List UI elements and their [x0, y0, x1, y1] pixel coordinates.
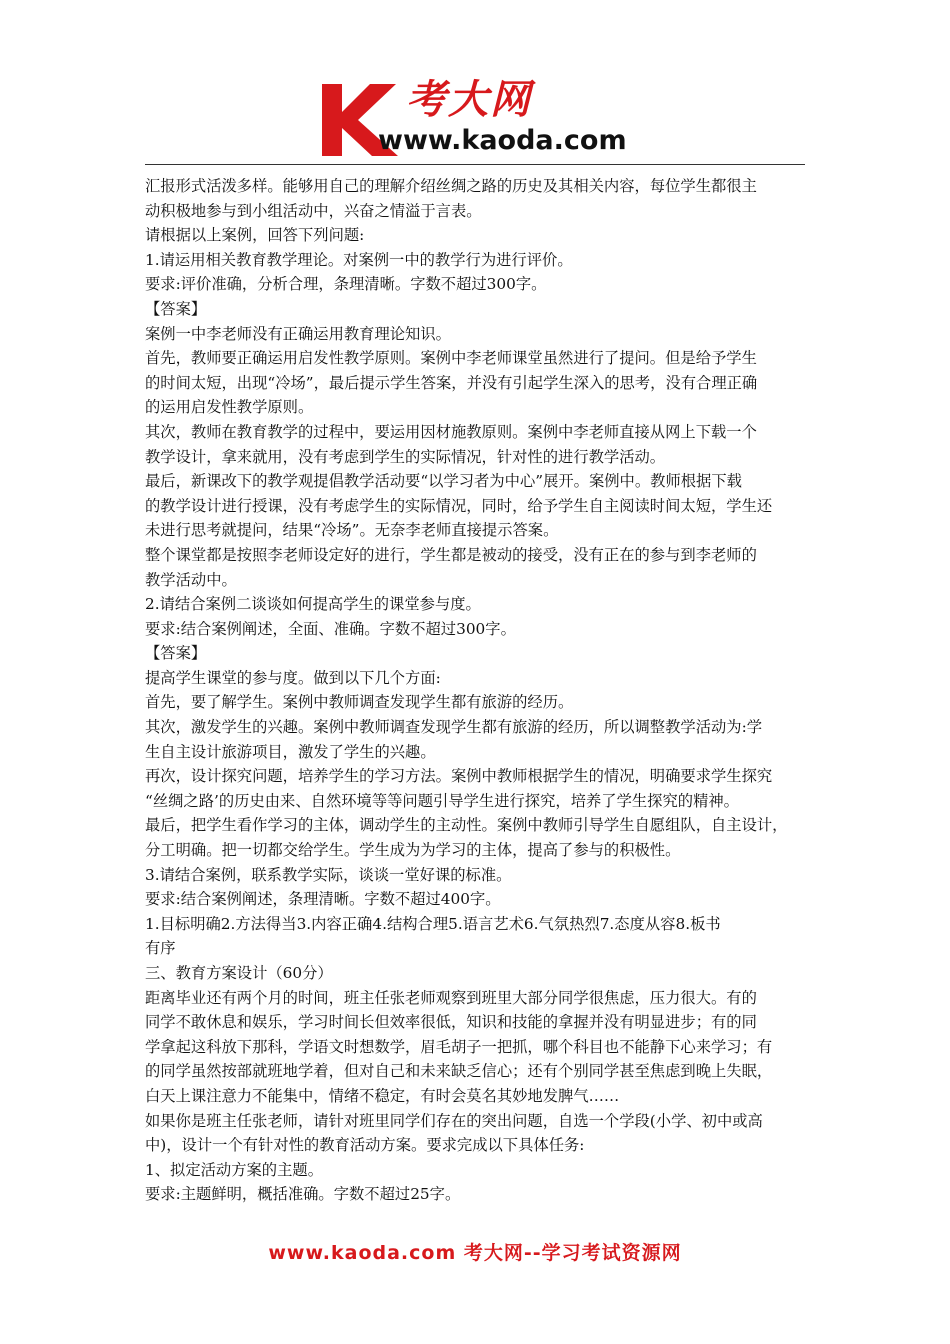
logo-url: www.kaoda.com — [378, 125, 627, 156]
text-line: 其次，激发学生的兴趣。案例中教师调查发现学生都有旅游的经历，所以调整教学活动为:学 — [145, 718, 763, 737]
text-line: 生自主设计旅游项目，激发了学生的兴趣。 — [145, 742, 436, 761]
text-line: 的时间太短，出现“冷场”，最后提示学生答案，并没有引起学生深入的思考，没有合理正确 — [145, 373, 758, 392]
text-line: 要求:结合案例阐述，条理清晰。字数不超过400字。 — [145, 890, 501, 909]
text-line: 案例一中李老师没有正确运用教育理论知识。 — [145, 324, 451, 343]
text-line: 三、教育方案设计（60分） — [145, 964, 333, 982]
text-line: 中)，设计一个有针对性的教育活动方案。要求完成以下具体任务: — [145, 1136, 585, 1155]
text-line: 要求:评价准确，分析合理，条理清晰。字数不超过300字。 — [145, 275, 547, 294]
text-line: 提高学生课堂的参与度。做到以下几个方面: — [145, 668, 441, 687]
document-body — [145, 174, 810, 1207]
text-line: 请根据以上案例，回答下列问题: — [145, 226, 365, 245]
text-line: 1.请运用相关教育教学理论。对案例一中的教学行为进行评价。 — [145, 250, 573, 269]
text-line: 首先，教师要正确运用启发性教学原则。案例中李老师课堂虽然进行了提问。但是给予学生 — [145, 349, 757, 368]
text-line: 学拿起这科放下那科，学语文时想数学，眉毛胡子一把抓，哪个科目也不能静下心来学习；有 — [145, 1037, 773, 1056]
text-line: 2.请结合案例二谈谈如何提高学生的课堂参与度。 — [145, 595, 481, 614]
footer-banner: www.kaoda.com 考大网--学习考试资源网 — [268, 1242, 682, 1264]
text-line: 未进行思考就提问，结果“冷场”。无奈李老师直接提示答案。 — [145, 521, 559, 540]
text-line: 再次，设计探究问题，培养学生的学习方法。案例中教师根据学生的情况，明确要求学生探究 — [145, 767, 773, 786]
text-line: 白天上课注意力不能集中，情绪不稳定，有时会莫名其妙地发脾气…… — [145, 1086, 620, 1105]
text-line: 3.请结合案例，联系教学实际，谈谈一堂好课的标准。 — [145, 865, 512, 884]
text-line: 分工明确。把一切都交给学生。学生成为为学习的主体，提高了参与的积极性。 — [145, 841, 681, 860]
text-line: 【答案】 — [145, 299, 207, 318]
text-line: 同学不敢休息和娱乐，学习时间长但效率很低，知识和技能的拿握并没有明显进步；有的同 — [145, 1013, 757, 1032]
text-line: 1、拟定活动方案的主题。 — [145, 1160, 323, 1179]
text-line: 要求:主题鲜明，概括准确。字数不超过25字。 — [145, 1185, 461, 1204]
text-line: 的运用启发性教学原则。 — [145, 398, 314, 417]
text-line: 教学活动中。 — [145, 570, 237, 589]
logo-chinese-name: 考大网 — [406, 77, 532, 123]
text-line: 汇报形式活泼多样。能够用自己的理解介绍丝绸之路的历史及其相关内容，每位学生都很主 — [145, 177, 757, 195]
text-line: 要求:结合案例阐述，全面、准确。字数不超过300字。 — [145, 619, 516, 638]
text-line: 首先，要了解学生。案例中教师调查发现学生都有旅游的经历。 — [145, 693, 574, 712]
text-line: 最后，新课改下的教学观提倡教学活动要“以学习者为中心”展开。案例中。教师根据下载 — [145, 472, 742, 491]
text-line: 整个课堂都是按照李老师设定好的进行，学生都是被动的接受，没有正在的参与到李老师的 — [145, 545, 757, 564]
text-line: 其次，教师在教育教学的过程中，要运用因材施教原则。案例中李老师直接从网上下载一个 — [145, 422, 757, 441]
text-line: 【答案】 — [145, 644, 207, 663]
text-line: 的同学虽然按部就班地学着，但对自己和未来缺乏信心；还有个别同学甚至焦虑到晚上失眠， — [145, 1062, 773, 1081]
text-line: “丝绸之路’的历史由来、自然环境等等问题引导学生进行探究，培养了学生探究的精神。 — [145, 791, 739, 810]
text-line: 的教学设计进行授课，没有考虑学生的实际情况，同时，给予学生自主阅读时间太短，学生还 — [145, 496, 773, 515]
text-line: 距离毕业还有两个月的时间，班主任张老师观察到班里大部分同学很焦虑，压力很大。有的 — [145, 988, 757, 1007]
text-line: 有序 — [145, 939, 176, 958]
header-divider — [145, 164, 805, 165]
site-logo — [318, 78, 638, 160]
text-line: 教学设计，拿来就用，没有考虑到学生的实际情况，针对性的进行教学活动。 — [145, 447, 666, 466]
text-line: 1.目标明确2.方法得当3.内容正确4.结构合理5.语言艺术6.气氛热烈7.态度从容8.板书 — [145, 914, 721, 933]
text-line: 最后，把学生看作学习的主体，调动学生的主动性。案例中教师引导学生自愿组队，自主设计， — [145, 816, 788, 835]
text-line: 动积极地参与到小组活动中，兴奋之情溢于言表。 — [145, 201, 482, 220]
text-line: 如果你是班主任张老师，请针对班里同学们存在的突出问题，自选一个学段(小学、初中或高 — [145, 1111, 763, 1130]
